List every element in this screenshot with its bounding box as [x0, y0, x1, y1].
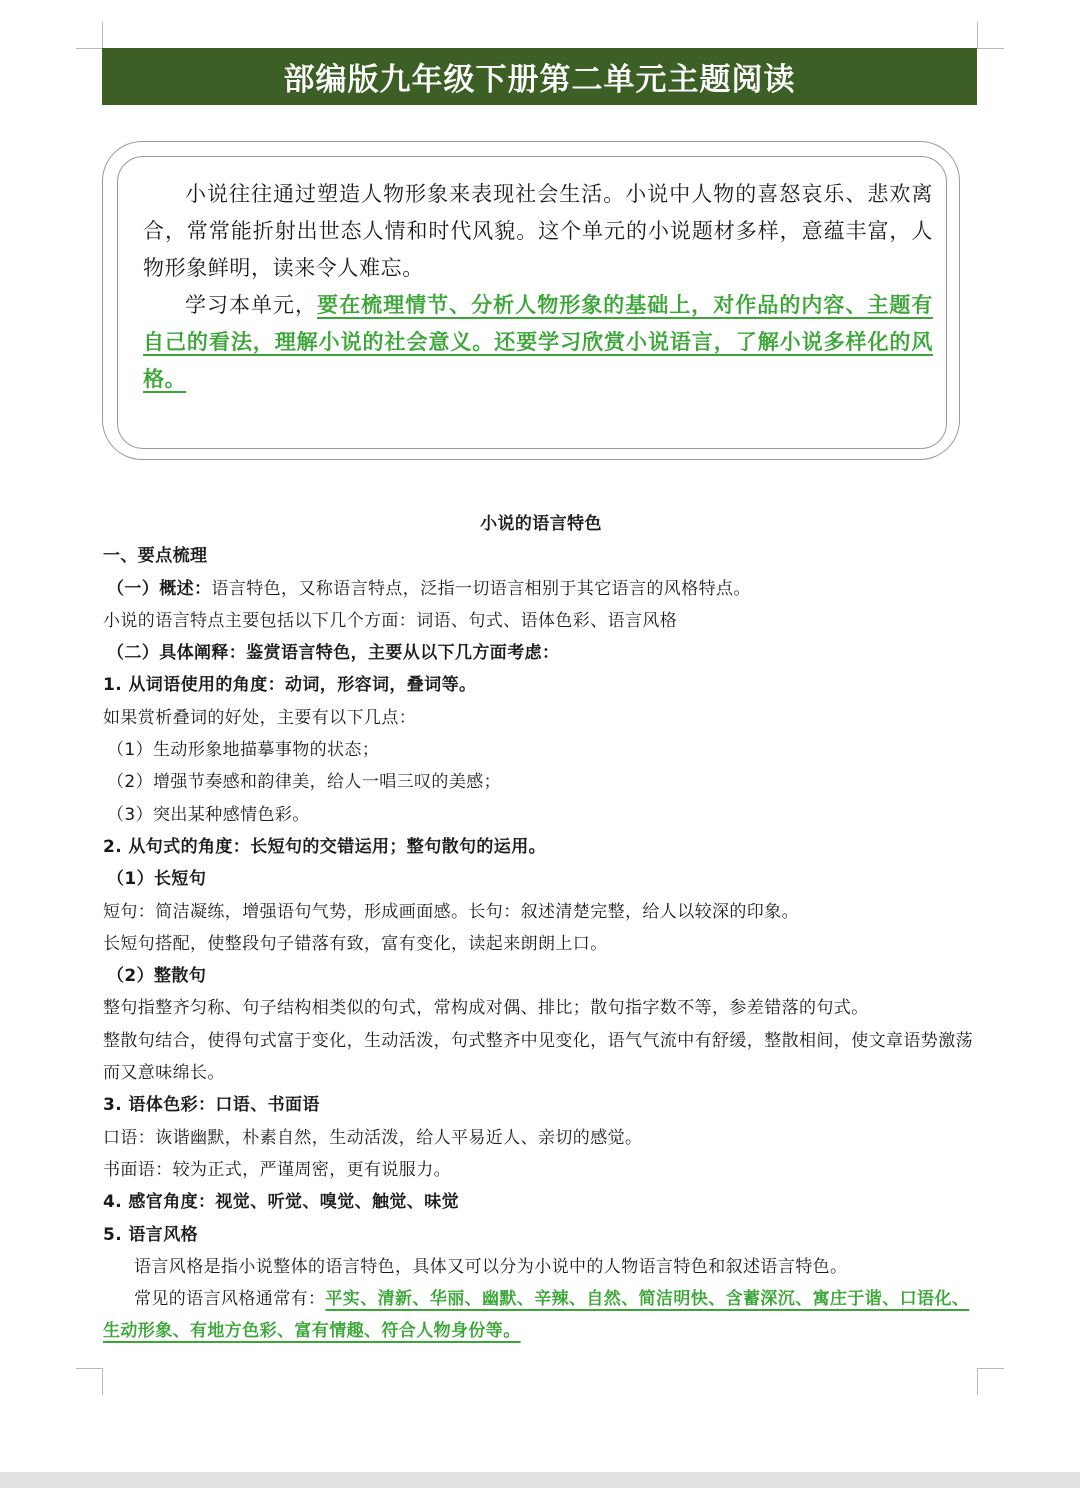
intro-paragraph-2 [143, 287, 933, 398]
overview-label: （一）概述： [107, 578, 212, 599]
page-title-banner [102, 48, 977, 105]
point-2-sub-2-text-2: 整散句结合，使得句式富于变化，生动活泼，句式整齐中见变化，语气气流中有舒缓，整散相间，使文章语势激荡而又意味绵长。 [103, 1030, 973, 1084]
point-1-item-1: （1）生动形象地描摹事物的状态； [107, 740, 380, 761]
section-heading-2: （二）具体阐释：鉴赏语言特色，主要从以下几方面考虑： [107, 643, 560, 664]
article-body [103, 508, 979, 1348]
page-title: 部编版九年级下册第二单元主题阅读 [283, 62, 796, 98]
point-2-sub-1-text-2: 长短句搭配，使整段句子错落有致，富有变化，读起来朗朗上口。 [103, 933, 608, 954]
section-heading-1: 一、要点梳理 [103, 546, 208, 567]
point-5-heading: 5. 语言风格 [103, 1224, 199, 1245]
page-bottom-edge [0, 1472, 1080, 1488]
point-3-text-2: 书面语：较为正式，严谨周密，更有说服力。 [103, 1159, 451, 1180]
point-2-sub-1-text-1: 短句：简洁凝练，增强语句气势，形成画面感。长句：叙述清楚完整，给人以较深的印象。 [103, 901, 799, 922]
overview-text: 语言特色，又称语言特点，泛指一切语言相别于其它语言的风格特点。 [211, 578, 751, 599]
crop-mark-top-left [76, 22, 103, 49]
point-5-text-1: 语言风格是指小说整体的语言特色，具体又可以分为小说中的人物语言特色和叙述语言特色。 [134, 1256, 848, 1277]
point-5-text-2-highlight: 平实、清新、华丽、幽默、辛辣、自然、简洁明快、含蓄深沉、寓庄于谐、口语化、生动形象、有地方色彩、富有情趣、符合人物身份等。 [103, 1289, 970, 1342]
point-5-text-2-lead: 常见的语言风格通常有： [134, 1289, 326, 1310]
intro-paragraph-1: 小说往往通过塑造人物形象来表现社会生活。小说中人物的喜怒哀乐、悲欢离合，常常能折射出世态人情和时代风貌。这个单元的小说题材多样，意蕴丰富，人物形象鲜明，读来令人难忘。 [143, 182, 933, 280]
point-3-text-1: 口语：诙谐幽默，朴素自然，生动活泼，给人平易近人、亲切的感觉。 [103, 1127, 643, 1148]
point-2-sub-2-text-1: 整句指整齐匀称、句子结构相类似的句式，常构成对偶、排比；散句指字数不等，参差错落的句式。 [103, 998, 869, 1019]
point-2-heading: 2. 从句式的角度：长短句的交错运用；整句散句的运用。 [103, 836, 547, 857]
point-5-text-2 [103, 1283, 979, 1348]
crop-mark-top-right [977, 22, 1004, 49]
crop-mark-bottom-right [977, 1368, 1004, 1395]
intro-p2-lead: 学习本单元， [185, 293, 318, 317]
point-1-intro: 如果赏析叠词的好处，主要有以下几点： [103, 707, 417, 728]
aspects-line: 小说的语言特点主要包括以下几个方面：词语、句式、语体色彩、语言风格 [103, 610, 678, 631]
point-2-sub-1: （1）长短句 [107, 869, 207, 890]
point-3-heading: 3. 语体色彩：口语、书面语 [103, 1095, 320, 1116]
intro-box [143, 176, 933, 398]
overview-line [103, 573, 979, 605]
crop-mark-bottom-left [76, 1368, 103, 1395]
point-1-heading: 1. 从词语使用的角度：动词，形容词，叠词等。 [103, 675, 477, 696]
point-2-sub-2: （2）整散句 [107, 966, 207, 987]
article-title: 小说的语言特色 [480, 514, 602, 534]
point-1-item-2: （2）增强节奏感和韵律美，给人一唱三叹的美感； [107, 772, 502, 793]
intro-p2-highlight: 要在梳理情节、分析人物形象的基础上，对作品的内容、主题有自己的看法，理解小说的社会意义。还要学习欣赏小说语言，了解小说多样化的风格。 [143, 293, 933, 391]
point-1-item-3: （3）突出某种感情色彩。 [107, 804, 310, 825]
point-4-heading: 4. 感官角度：视觉、听觉、嗅觉、触觉、味觉 [103, 1192, 460, 1213]
